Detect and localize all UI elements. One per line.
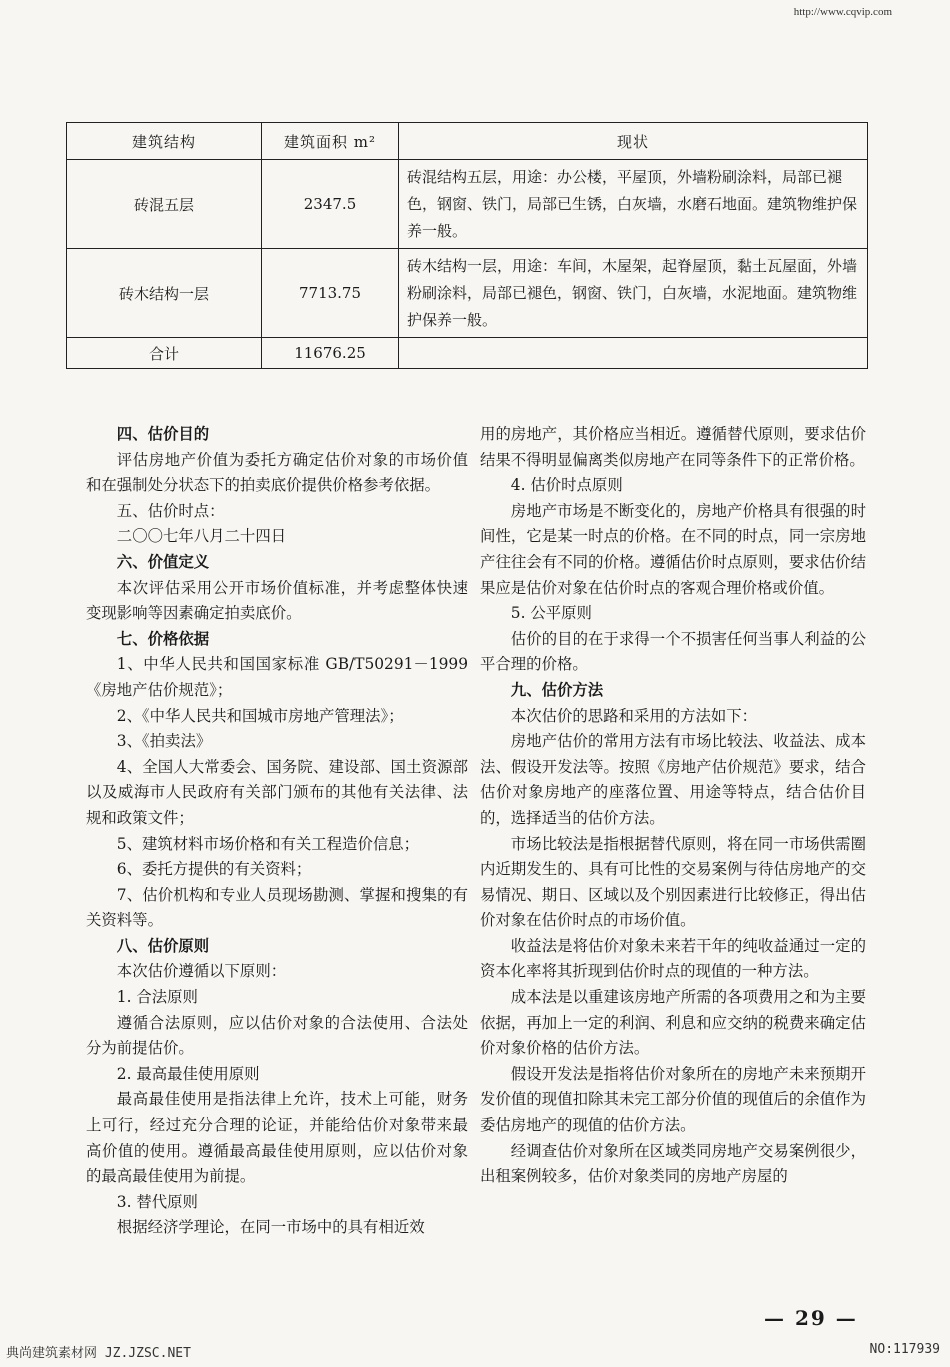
total-area: 11676.25	[262, 338, 399, 369]
paragraph: 1、中华人民共和国国家标准 GB/T50291－1999《房地产估价规范》；	[86, 655, 468, 699]
header-status: 现状	[399, 123, 868, 160]
table-header-row	[67, 123, 868, 160]
paragraph: 本次估价的思路和采用的方法如下：	[510, 706, 758, 725]
paragraph: 本次评估采用公开市场价值标准，并考虑整体快速变现影响等因素确定拍卖底价。	[86, 578, 468, 623]
paragraph: 3. 替代原则	[116, 1192, 198, 1211]
building-structure-table	[66, 122, 868, 369]
section-heading: 八、估价原则	[116, 936, 210, 955]
paragraph: 本次估价遵循以下原则：	[116, 962, 287, 981]
paragraph: 二〇〇七年八月二十四日	[116, 527, 287, 546]
footer-watermark-text: 典尚建筑素材网 JZ.JZSC.NET	[6, 1346, 191, 1361]
paragraph: 房地产市场是不断变化的，房地产价格具有很强的时间性，它是某一时点的价格。在不同的时点，同一宗房地产往往会有不同的价格。遵循估价时点原则，要求估价结果应是估价对象在估价时点的客观合理价格或价值。	[480, 501, 866, 597]
paragraph: 5、建筑材料市场价格和有关工程造价信息；	[116, 834, 420, 853]
header-structure: 建筑结构	[67, 123, 262, 160]
header-area: 建筑面积 m²	[262, 123, 399, 160]
footer-document-number: NO:117939	[869, 1342, 940, 1357]
table-row	[67, 160, 868, 249]
paragraph: 收益法是将估价对象未来若干年的纯收益通过一定的资本化率将其折现到估价时点的现值的一种方法。	[480, 936, 866, 981]
paragraph: 经调查估价对象所在区域类同房地产交易案例很少，出租案例较多，估价对象类同的房地产房屋的	[480, 1141, 866, 1186]
source-url[interactable]: http://www.cqvip.com	[793, 6, 892, 18]
paragraph: 遵循合法原则，应以估价对象的合法使用、合法处分为前提估价。	[86, 1013, 468, 1058]
row-structure: 砖木结构一层	[67, 249, 262, 338]
section-heading: 六、价值定义	[116, 552, 210, 571]
paragraph: 4. 估价时点原则	[510, 476, 623, 495]
paragraph: 房地产估价的常用方法有市场比较法、收益法、成本法、假设开发法等。按照《房地产估价规范》要求，结合估价对象房地产的座落位置、用途等特点，结合估价目的，选择适当的估价方法。	[480, 732, 866, 827]
paragraph: 1. 合法原则	[116, 988, 198, 1007]
paragraph: 假设开发法是指将估价对象所在的房地产未来预期开发价值的现值扣除其未完工部分价值的现值后的余值作为委估房地产的现值的估价方法。	[480, 1064, 866, 1135]
total-status	[399, 338, 868, 369]
section-heading: 七、价格依据	[116, 629, 210, 648]
paragraph: 3、《拍卖法》	[116, 732, 212, 751]
paragraph: 用的房地产，其价格应当相近。遵循替代原则，要求估价结果不得明显偏离类似房地产在同等条件下的正常价格。	[480, 425, 866, 469]
paragraph: 6、委托方提供的有关资料；	[116, 860, 312, 879]
paragraph: 2. 最高最佳使用原则	[116, 1064, 260, 1083]
paragraph: 2、《中华人民共和国城市房地产管理法》；	[116, 706, 404, 725]
paragraph: 五、估价时点：	[116, 501, 225, 520]
table-total-row	[67, 338, 868, 369]
paragraph: 5. 公平原则	[510, 604, 592, 623]
row-status: 砖木结构一层，用途：车间，木屋架，起脊屋顶，黏土瓦屋面，外墙粉刷涂料，局部已褪色，钢窗、铁门，白灰墙，水泥地面。建筑物维护保养一般。	[399, 249, 868, 338]
section-heading: 九、估价方法	[510, 680, 604, 699]
left-text-column	[86, 422, 468, 1241]
row-area: 7713.75	[262, 249, 399, 338]
paragraph: 4、全国人大常委会、国务院、建设部、国土资源部以及威海市人民政府有关部门颁布的其他有关法律、法规和政策文件；	[86, 757, 468, 827]
total-label: 合计	[67, 338, 262, 369]
paragraph: 评估房地产价值为委托方确定估价对象的市场价值和在强制处分状态下的拍卖底价提供价格参考依据。	[86, 450, 468, 495]
right-text-column	[480, 422, 866, 1190]
page-number: — 29 —	[764, 1306, 858, 1330]
paragraph: 成本法是以重建该房地产所需的各项费用之和为主要依据，再加上一定的利润、利息和应交纳的税费来确定估价对象价格的估价方法。	[480, 988, 866, 1058]
paragraph: 7、估价机构和专业人员现场勘测、掌握和搜集的有关资料等。	[86, 885, 468, 930]
row-status: 砖混结构五层，用途：办公楼，平屋顶，外墙粉刷涂料，局部已褪色，钢窗、铁门，局部已生锈，白灰墙，水磨石地面。建筑物维护保养一般。	[399, 160, 868, 249]
row-area: 2347.5	[262, 160, 399, 249]
table-row	[67, 249, 868, 338]
paragraph: 估价的目的在于求得一个不损害任何当事人利益的公平合理的价格。	[480, 629, 866, 674]
paragraph: 根据经济学理论，在同一市场中的具有相近效	[116, 1218, 425, 1237]
paragraph: 市场比较法是指根据替代原则，将在同一市场供需圈内近期发生的、具有可比性的交易案例与待估房地产的交易情况、期日、区域以及个别因素进行比较修正，得出估价对象在估价时点的市场价值。	[480, 834, 866, 930]
paragraph: 最高最佳使用是指法律上允许，技术上可能，财务上可行，经过充分合理的论证，并能给估价对象带来最高价值的使用。遵循最高最佳使用原则，应以估价对象的最高最佳使用为前提。	[86, 1090, 468, 1186]
row-structure: 砖混五层	[67, 160, 262, 249]
section-heading: 四、估价目的	[116, 425, 210, 443]
